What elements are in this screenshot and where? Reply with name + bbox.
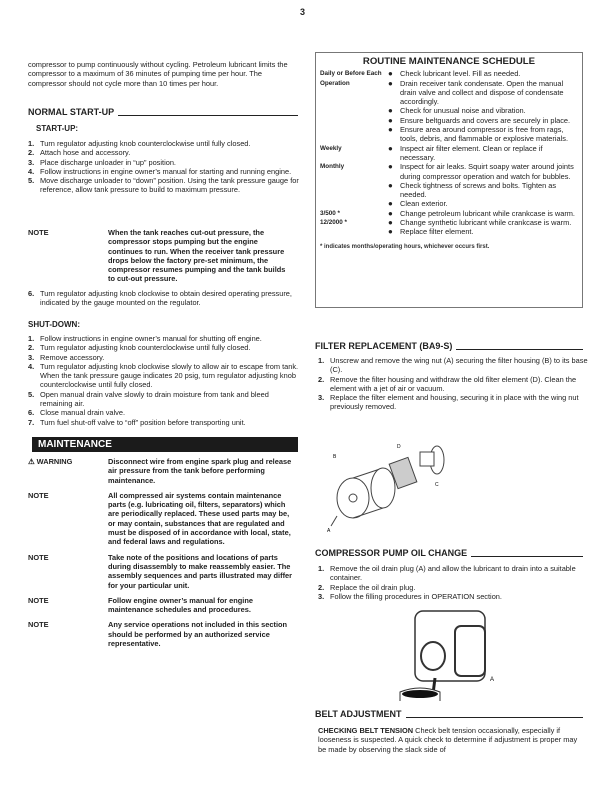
list-item — [28, 390, 300, 409]
step-number: 3. — [28, 157, 35, 167]
oil-change-heading: COMPRESSOR PUMP OIL CHANGE — [315, 549, 583, 558]
note-label: ⚠ WARNING — [28, 457, 73, 466]
note-label: NOTE — [28, 595, 49, 605]
note-label: NOTE — [28, 620, 49, 630]
step-number: 1. — [28, 334, 35, 343]
schedule-item-text: Change petroleum lubricant while crankcase is warm. — [400, 208, 575, 218]
step-text: Remove the oil drain plug (A) and allow the lubricant to drain into a suitable container. — [330, 564, 576, 583]
list-item — [28, 176, 300, 195]
step-number: 3. — [318, 591, 325, 601]
list-item — [28, 362, 300, 390]
bullet-icon: ● — [388, 143, 393, 153]
bullet-icon: ● — [388, 115, 393, 125]
step-number: 2. — [28, 148, 35, 158]
schedule-row — [320, 209, 578, 218]
oil-change-steps — [318, 564, 588, 601]
label-c: C — [435, 482, 439, 488]
label-b: B — [333, 454, 337, 460]
schedule-item-text: Ensure area around compressor is free from rags, tools, debris, and flammable or explosive materials. — [400, 125, 569, 144]
step-text: Turn regulator adjusting knob counterclockwise until fully closed. — [40, 343, 251, 353]
intro-paragraph: compressor to pump continuously without cycling. Petroleum lubricant limits the compressor to a maximum of 36 minutes of pumping time per hour. The compressor should not cycle more than 10 times per hour. — [28, 60, 288, 88]
page-number: 3 — [300, 7, 306, 17]
schedule-item-text: Drain receiver tank condensate. Open the manual drain valve and collect and dispose of condensate accordingly. — [400, 78, 564, 107]
startup-note: NOTE When the tank reaches cut-out pressure, the compressor stops pumping but the engine continues to run. When the receiver tank pressure drops below the factory pre-set minimum, the compressor resumes pumping and the tank builds to cut-out pressure. — [28, 228, 286, 284]
list-item — [28, 158, 300, 167]
step-text: Replace the oil drain plug. — [330, 582, 416, 592]
list-item — [28, 167, 300, 176]
label-a: A — [490, 677, 495, 683]
step-text: Turn regulator adjusting knob counterclockwise until fully closed. — [40, 139, 251, 148]
step-number: 4. — [28, 166, 35, 176]
schedule-item — [388, 144, 578, 163]
step-text: Replace the filter element and housing, securing it in place with the wing nut previously removed. — [330, 393, 579, 412]
step-number: 3. — [318, 393, 325, 403]
schedule-row — [320, 162, 578, 208]
bullet-icon: ● — [388, 78, 393, 88]
step-number: 6. — [28, 408, 35, 418]
step-text: Follow instructions in engine owner’s manual for starting and running engine. — [40, 166, 292, 176]
note — [28, 596, 300, 615]
belt-tension-lead: CHECKING BELT TENSION — [318, 726, 414, 735]
bullet-icon: ● — [388, 69, 393, 79]
note-text: Take note of the positions and locations of parts during disassembly to make reassembly easier. The assembly sequences and parts illustrated may differ for your particular unit. — [108, 552, 293, 590]
filter-replacement-heading: FILTER REPLACEMENT (BA9-S) — [315, 342, 583, 351]
schedule-interval: Monthly — [320, 163, 345, 171]
step-text: Move discharge unloader to “down” position. Using the tank pressure gauge for reference, allow tank pressure to build to maximum pressure. — [40, 176, 299, 195]
schedule-item — [388, 199, 578, 208]
filter-steps — [318, 356, 588, 412]
list-item — [28, 353, 300, 362]
schedule-row — [320, 144, 578, 163]
step-text: Turn fuel shut-off valve to “off” position before transporting unit. — [40, 417, 246, 427]
bullet-icon: ● — [388, 180, 393, 190]
schedule-item-text: Replace filter element. — [400, 227, 474, 237]
step-number: 5. — [28, 389, 35, 399]
bullet-icon: ● — [388, 106, 393, 116]
list-item — [318, 356, 588, 375]
step-text: Follow the filling procedures in OPERATION section. — [330, 591, 502, 601]
startup-subheading: START-UP: — [36, 124, 79, 133]
schedule-item-text: Inspect air filter element. Clean or replace if necessary. — [400, 143, 543, 162]
note-text: Follow engine owner’s manual for engine maintenance schedules and procedures. — [108, 595, 253, 615]
belt-tension-paragraph — [318, 726, 586, 754]
list-item — [318, 393, 588, 412]
schedule-item — [388, 106, 578, 115]
note-label: NOTE — [28, 490, 49, 500]
schedule-item — [388, 79, 578, 107]
label-a: A — [327, 528, 331, 533]
filter-diagram — [325, 438, 445, 533]
list-item — [318, 564, 588, 583]
step-text: Close manual drain valve. — [40, 408, 126, 418]
schedule-row — [320, 218, 578, 237]
shutdown-subheading: SHUT-DOWN: — [28, 320, 80, 329]
routine-maintenance-schedule — [315, 52, 583, 308]
schedule-item — [388, 227, 578, 236]
note — [28, 553, 300, 590]
list-item — [28, 418, 300, 427]
schedule-item-text: Check lubricant level. Fill as needed. — [400, 69, 521, 79]
schedule-item — [388, 218, 578, 227]
bullet-icon: ● — [388, 227, 393, 237]
list-item — [318, 375, 588, 394]
maintenance-notes — [28, 457, 300, 654]
step-text: Turn regulator adjusting knob clockwise slowly to allow air to escape from tank. When the tank pressure gauge indicates 20 psig, turn regulator adjusting knob counterclockwise until fully closed. — [40, 361, 299, 390]
list-item — [28, 148, 300, 157]
schedule-interval: Weekly — [320, 144, 342, 152]
step-number: 2. — [318, 374, 325, 384]
bullet-icon: ● — [388, 208, 393, 218]
schedule-title: ROUTINE MAINTENANCE SCHEDULE — [362, 56, 536, 67]
step-text: Place discharge unloader in “up” position. — [40, 157, 176, 167]
step-text: Attach hose and accessory. — [40, 148, 131, 158]
bullet-icon: ● — [388, 125, 393, 135]
note-label: NOTE — [28, 552, 49, 562]
note — [28, 620, 300, 648]
step-number: 3. — [28, 352, 35, 362]
bullet-icon: ● — [388, 199, 393, 209]
list-item — [28, 408, 300, 417]
schedule-item-text: Clean exterior. — [400, 199, 448, 209]
schedule-item — [388, 116, 578, 125]
list-item — [318, 592, 588, 601]
normal-startup-heading: NORMAL START-UP — [28, 108, 298, 117]
schedule-item — [388, 209, 578, 218]
bullet-icon: ● — [388, 218, 393, 228]
schedule-item-text: Check tightness of screws and bolts. Tighten as needed. — [400, 180, 557, 200]
list-item — [28, 139, 300, 148]
step-number: 7. — [28, 417, 35, 427]
belt-tension-text: Check belt tension occasionally, especially if looseness is suspected. A quick check to determine if adjustment is proper may be made by observing the slack side of — [318, 726, 578, 754]
oil-drain-diagram — [395, 606, 505, 701]
step-text: Follow instructions in engine owner’s manual for shutting off engine. — [40, 334, 262, 343]
step-number: 1. — [318, 356, 325, 365]
maintenance-heading: MAINTENANCE — [32, 437, 298, 452]
step-number: 1. — [28, 139, 35, 148]
schedule-item — [388, 162, 578, 181]
step-text: Remove accessory. — [40, 352, 105, 362]
step-number: 5. — [28, 176, 35, 186]
schedule-footnote: * indicates months/operating hours, whichever occurs first. — [320, 243, 490, 250]
note-text: Disconnect wire from engine spark plug and release air pressure from the tank before performing maintenance. — [108, 457, 292, 485]
schedule-interval: 12/2000 * — [320, 219, 347, 227]
note-text: All compressed air systems contain maintenance parts (e.g. lubricating oil, filters, separators) which are periodically replaced. These used parts may be, or may contain, substances that are regulated and must be disposed of in accordance with local, state, and federal laws and regulations. — [108, 490, 291, 547]
label-d: D — [397, 444, 401, 450]
step-text: Remove the filter housing and withdraw the old filter element (D). Clean the element with a jet of air or vacuum. — [330, 374, 577, 393]
schedule-item — [388, 181, 578, 200]
bullet-icon: ● — [388, 162, 393, 172]
schedule-interval: Daily or Before Each Operation — [320, 70, 382, 87]
step-number: 1. — [318, 564, 325, 573]
schedule-item-text: Change synthetic lubricant while crankcase is warm. — [400, 218, 572, 228]
schedule-interval: 3/500 * — [320, 209, 340, 217]
belt-adjustment-heading: BELT ADJUSTMENT — [315, 710, 583, 719]
note-text: Any service operations not included in this section should be performed by an authorized service representative. — [108, 620, 288, 649]
schedule-item-text: Ensure beltguards and covers are securely in place. — [400, 115, 571, 125]
schedule-item — [388, 125, 578, 144]
step-number: 2. — [28, 343, 35, 353]
schedule-item-text: Inspect for air leaks. Squirt soapy water around joints during compressor operation and watch for bubbles. — [400, 162, 574, 181]
step-number: 2. — [318, 582, 325, 592]
step-number: 4. — [28, 361, 35, 371]
step-text: Unscrew and remove the wing nut (A) securing the filter housing (B) to its base (C). — [330, 356, 588, 375]
startup-steps — [28, 139, 300, 195]
schedule-item — [388, 69, 578, 78]
list-item — [28, 334, 300, 343]
list-item — [28, 343, 300, 352]
list-item — [318, 583, 588, 592]
schedule-item-text: Check for unusual noise and vibration. — [400, 106, 526, 116]
shutdown-steps — [28, 334, 300, 427]
warning-note — [28, 457, 300, 485]
schedule-row — [320, 69, 578, 143]
startup-step-6: 6. Turn regulator adjusting knob clockwise to obtain desired operating pressure, indicated by the gauge mounted on the regulator. — [28, 289, 292, 308]
note — [28, 491, 300, 547]
step-text: Open manual drain valve slowly to drain moisture from tank and bleed remaining air. — [40, 389, 269, 409]
